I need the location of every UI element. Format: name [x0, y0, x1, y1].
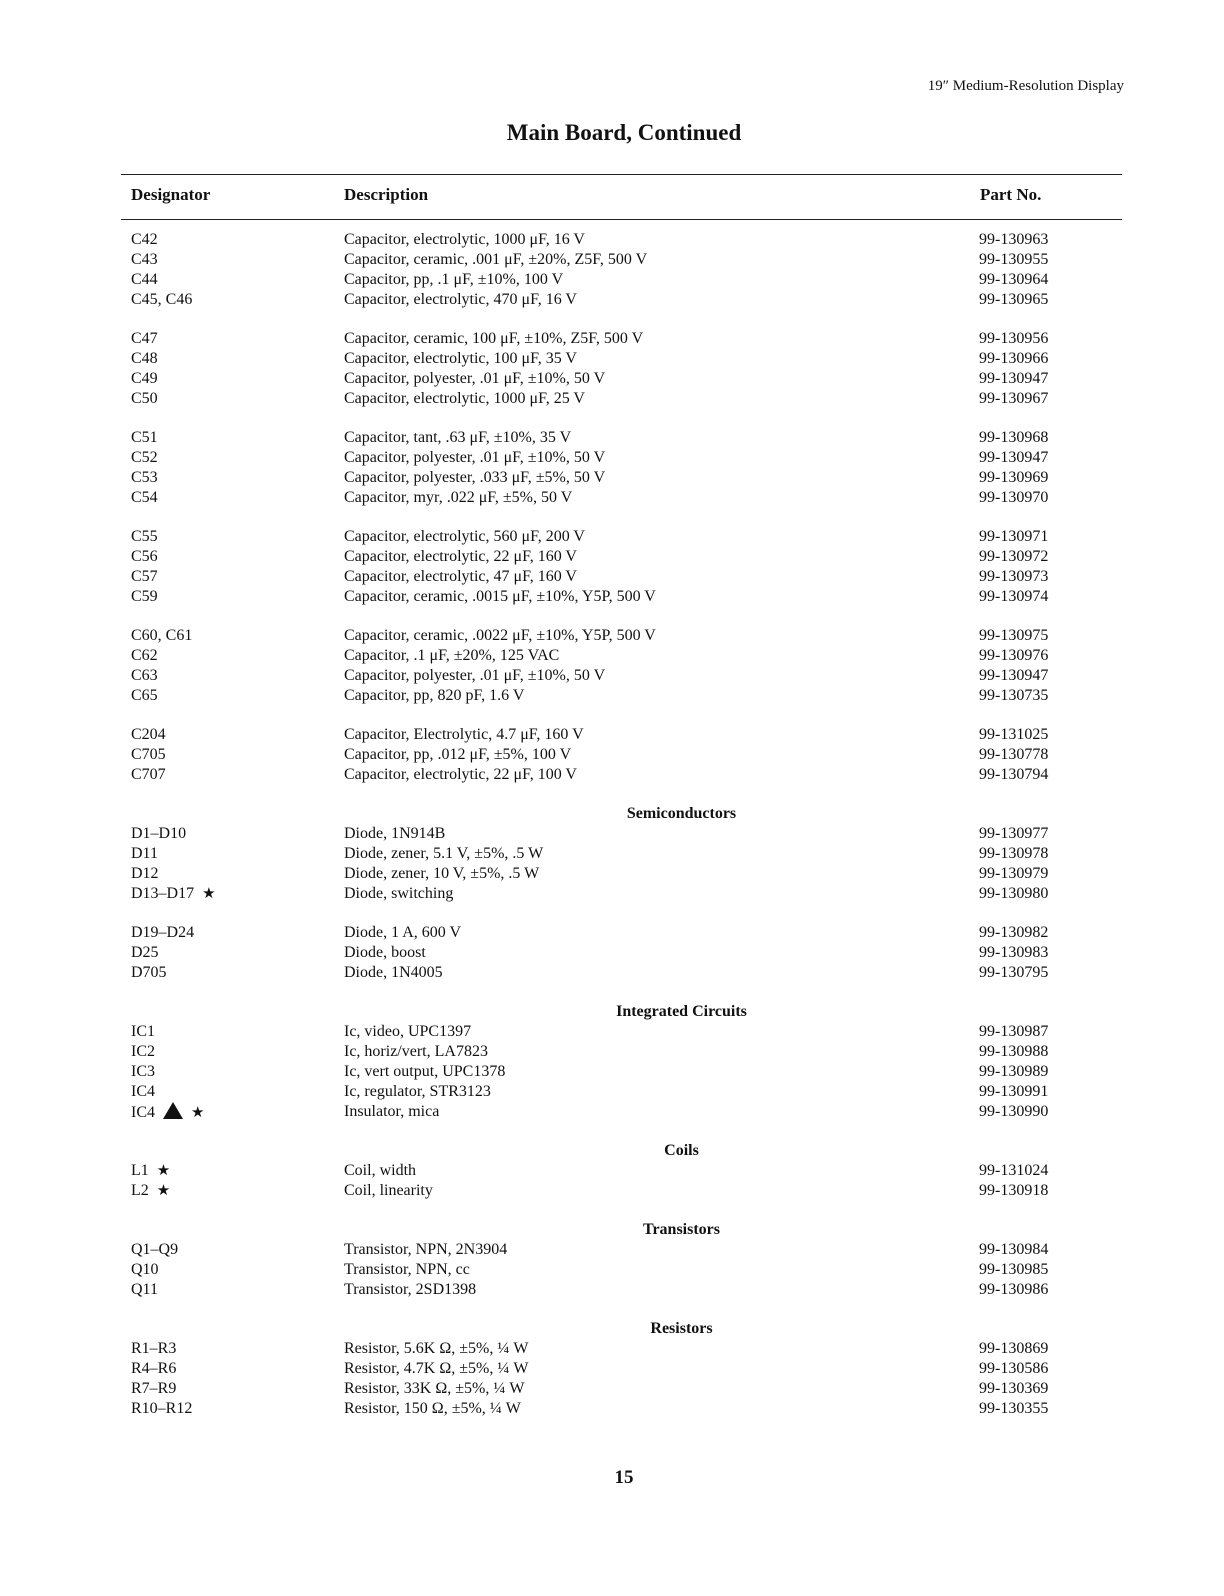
part-row [121, 1042, 1122, 1062]
designator-text: IC3 [131, 1063, 155, 1080]
designator-text: C705 [131, 746, 166, 763]
designator-text: C42 [131, 231, 158, 248]
designator-text: C707 [131, 766, 166, 783]
part-row [121, 230, 1122, 250]
parts-list [121, 230, 1122, 1419]
section-heading: Resistors [650, 1320, 713, 1337]
part-number-cell: 99-130778 [979, 746, 1049, 763]
part-row [121, 1260, 1122, 1280]
part-number-cell: 99-130735 [979, 687, 1049, 704]
designator-text: D705 [131, 964, 167, 981]
designator-text: C44 [131, 271, 158, 288]
designator-text: L1 [131, 1162, 149, 1179]
part-number-cell: 99-130990 [979, 1103, 1049, 1120]
part-number-cell: 99-130967 [979, 390, 1049, 407]
designator-text: D12 [131, 865, 159, 882]
part-number-cell: 99-130355 [979, 1400, 1049, 1417]
designator-text: R4–R6 [131, 1360, 177, 1377]
description-cell: Ic, regulator, STR3123 [344, 1083, 491, 1100]
part-row [121, 1359, 1122, 1379]
part-number-cell: 99-130794 [979, 766, 1049, 783]
designator-text: D13–D17 [131, 885, 195, 902]
part-number-cell: 99-130991 [979, 1083, 1049, 1100]
part-number-cell: 99-130969 [979, 469, 1049, 486]
designator-cell [121, 329, 344, 349]
designator-cell [121, 884, 344, 904]
description-cell: Capacitor, ceramic, .0022 μF, ±10%, Y5P, 500 V [344, 627, 656, 644]
part-row [121, 369, 1122, 389]
designator-cell [121, 1022, 344, 1042]
designator-cell [121, 1339, 344, 1359]
description-cell: Capacitor, polyester, .033 μF, ±5%, 50 V [344, 469, 606, 486]
designator-text: C59 [131, 588, 158, 605]
description-cell: Capacitor, pp, .1 μF, ±10%, 100 V [344, 271, 564, 288]
designator-text: IC1 [131, 1023, 155, 1040]
designator-cell [121, 349, 344, 369]
designator-cell [121, 547, 344, 567]
designator-cell [121, 389, 344, 409]
designator-text: IC4 [131, 1104, 155, 1121]
part-row [121, 349, 1122, 369]
designator-text: C43 [131, 251, 158, 268]
designator-cell [121, 1161, 344, 1181]
description-cell: Diode, 1N4005 [344, 964, 443, 981]
description-cell: Capacitor, tant, .63 μF, ±10%, 35 V [344, 429, 572, 446]
designator-text: C63 [131, 667, 158, 684]
designator-text: D1–D10 [131, 825, 187, 842]
part-number-cell: 99-130978 [979, 845, 1049, 862]
part-row [121, 923, 1122, 943]
description-cell: Capacitor, electrolytic, 47 μF, 160 V [344, 568, 577, 585]
part-number-cell: 99-130973 [979, 568, 1049, 585]
part-row [121, 884, 1122, 904]
star-icon: ★ [156, 1183, 171, 1199]
part-row [121, 745, 1122, 765]
description-cell: Capacitor, electrolytic, 1000 μF, 25 V [344, 390, 585, 407]
designator-text: C62 [131, 647, 158, 664]
part-row [121, 1102, 1122, 1122]
designator-text: C60, C61 [131, 627, 193, 644]
part-row [121, 844, 1122, 864]
part-row [121, 270, 1122, 290]
part-row [121, 587, 1122, 607]
description-cell: Capacitor, electrolytic, 1000 μF, 16 V [344, 231, 585, 248]
designator-cell [121, 725, 344, 745]
description-cell: Ic, horiz/vert, LA7823 [344, 1043, 488, 1060]
designator-text: R1–R3 [131, 1340, 177, 1357]
designator-text: D25 [131, 944, 159, 961]
description-cell: Insulator, mica [344, 1103, 440, 1120]
part-row [121, 1399, 1122, 1419]
description-cell: Ic, vert output, UPC1378 [344, 1063, 506, 1080]
group-spacer [121, 607, 1122, 626]
designator-cell [121, 567, 344, 587]
part-number-cell: 99-130985 [979, 1261, 1049, 1278]
part-row [121, 666, 1122, 686]
part-number-cell: 99-130988 [979, 1043, 1049, 1060]
description-cell: Resistor, 5.6K Ω, ±5%, ¼ W [344, 1340, 529, 1357]
designator-text: C204 [131, 726, 166, 743]
header-rule-top [121, 174, 1122, 175]
part-row [121, 646, 1122, 666]
part-row [121, 963, 1122, 983]
part-number-cell: 99-130979 [979, 865, 1049, 882]
description-cell: Diode, switching [344, 885, 454, 902]
description-cell: Transistor, 2SD1398 [344, 1281, 477, 1298]
description-cell: Resistor, 33K Ω, ±5%, ¼ W [344, 1380, 525, 1397]
designator-cell [121, 428, 344, 448]
part-row [121, 765, 1122, 785]
description-cell: Coil, linearity [344, 1182, 433, 1199]
star-icon: ★ [202, 886, 216, 902]
part-row [121, 686, 1122, 706]
part-row [121, 1339, 1122, 1359]
part-number-cell: 99-130586 [979, 1360, 1049, 1377]
column-header-part-no: Part No. [980, 185, 1042, 204]
designator-text: C47 [131, 330, 158, 347]
part-number-cell: 99-130983 [979, 944, 1049, 961]
designator-cell [121, 864, 344, 884]
description-cell: Capacitor, electrolytic, 100 μF, 35 V [344, 350, 577, 367]
description-cell: Diode, zener, 5.1 V, ±5%, .5 W [344, 845, 544, 862]
description-cell: Transistor, NPN, 2N3904 [344, 1241, 508, 1258]
column-header-description: Description [344, 185, 429, 204]
designator-cell [121, 1260, 344, 1280]
part-row [121, 1240, 1122, 1260]
part-row [121, 488, 1122, 508]
designator-text: Q1–Q9 [131, 1241, 179, 1258]
part-row [121, 468, 1122, 488]
group-spacer [121, 785, 1122, 804]
part-number-cell: 99-130986 [979, 1281, 1049, 1298]
page-title: Main Board, Continued [506, 120, 742, 145]
part-number-cell: 99-130977 [979, 825, 1049, 842]
column-header-designator: Designator [131, 185, 211, 204]
part-number-cell: 99-130918 [979, 1182, 1049, 1199]
description-cell: Capacitor, electrolytic, 560 μF, 200 V [344, 528, 585, 545]
designator-cell [121, 448, 344, 468]
part-number-cell: 99-131025 [979, 726, 1049, 743]
part-row [121, 547, 1122, 567]
part-row [121, 943, 1122, 963]
description-cell: Diode, 1 A, 600 V [344, 924, 462, 941]
part-number-cell: 99-130947 [979, 667, 1049, 684]
running-title: 19″ Medium-Resolution Display [927, 78, 1124, 94]
part-number-cell: 99-130968 [979, 429, 1049, 446]
description-cell: Capacitor, polyester, .01 μF, ±10%, 50 V [344, 449, 606, 466]
description-cell: Capacitor, electrolytic, 470 μF, 16 V [344, 291, 577, 308]
designator-text: C48 [131, 350, 158, 367]
part-number-cell: 99-130965 [979, 291, 1049, 308]
designator-text: R7–R9 [131, 1380, 177, 1397]
part-number-cell: 99-130976 [979, 647, 1049, 664]
part-number-cell: 99-130795 [979, 964, 1049, 981]
designator-cell [121, 923, 344, 943]
part-row [121, 329, 1122, 349]
designator-text: C57 [131, 568, 158, 585]
designator-text: C49 [131, 370, 158, 387]
designator-cell [121, 963, 344, 983]
part-number-cell: 99-130947 [979, 370, 1049, 387]
group-spacer [121, 310, 1122, 329]
description-cell: Capacitor, electrolytic, 22 μF, 100 V [344, 766, 577, 783]
part-row [121, 1161, 1122, 1181]
part-row [121, 1280, 1122, 1300]
description-cell: Capacitor, .1 μF, ±20%, 125 VAC [344, 647, 560, 664]
description-cell: Capacitor, polyester, .01 μF, ±10%, 50 V [344, 370, 606, 387]
part-row [121, 567, 1122, 587]
designator-cell [121, 844, 344, 864]
designator-cell [121, 230, 344, 250]
part-row [121, 290, 1122, 310]
description-cell: Diode, boost [344, 944, 426, 961]
part-row [121, 1181, 1122, 1201]
group-spacer [121, 1122, 1122, 1141]
designator-text: D19–D24 [131, 924, 195, 941]
part-row [121, 725, 1122, 745]
part-number-cell: 99-130970 [979, 489, 1049, 506]
designator-text: C53 [131, 469, 158, 486]
star-icon: ★ [156, 1163, 171, 1179]
part-row [121, 1082, 1122, 1102]
description-cell: Capacitor, electrolytic, 22 μF, 160 V [344, 548, 577, 565]
designator-cell [121, 765, 344, 785]
part-number-cell: 99-130987 [979, 1023, 1049, 1040]
designator-cell [121, 1379, 344, 1399]
part-number-cell: 99-130975 [979, 627, 1049, 644]
designator-text: C56 [131, 548, 158, 565]
designator-cell [121, 270, 344, 290]
designator-cell [121, 468, 344, 488]
designator-cell [121, 646, 344, 666]
description-cell: Ic, video, UPC1397 [344, 1023, 472, 1040]
group-spacer [121, 706, 1122, 725]
group-spacer [121, 1300, 1122, 1319]
group-spacer [121, 508, 1122, 527]
designator-cell [121, 1062, 344, 1082]
description-cell: Capacitor, pp, 820 pF, 1.6 V [344, 687, 525, 704]
part-row [121, 1379, 1122, 1399]
description-cell: Diode, 1N914B [344, 825, 446, 842]
designator-cell [121, 1359, 344, 1379]
description-cell: Resistor, 150 Ω, ±5%, ¼ W [344, 1400, 521, 1417]
designator-cell [121, 587, 344, 607]
description-cell: Capacitor, ceramic, .0015 μF, ±10%, Y5P, 500 V [344, 588, 656, 605]
warning-triangle-icon [163, 1102, 183, 1119]
header-rule-bottom [121, 219, 1122, 220]
designator-text: C65 [131, 687, 158, 704]
part-row [121, 389, 1122, 409]
description-cell: Capacitor, Electrolytic, 4.7 μF, 160 V [344, 726, 584, 743]
group-spacer [121, 904, 1122, 923]
part-number-cell: 99-130964 [979, 271, 1049, 288]
part-number-cell: 99-130956 [979, 330, 1049, 347]
designator-cell [121, 1102, 344, 1122]
part-number-cell: 99-130369 [979, 1380, 1049, 1397]
designator-cell [121, 666, 344, 686]
description-cell: Capacitor, ceramic, 100 μF, ±10%, Z5F, 500 V [344, 330, 644, 347]
designator-cell [121, 290, 344, 310]
designator-text: C54 [131, 489, 158, 506]
designator-cell [121, 626, 344, 646]
part-number-cell: 99-130982 [979, 924, 1049, 941]
designator-text: IC2 [131, 1043, 155, 1060]
description-cell: Coil, width [344, 1162, 417, 1179]
designator-text: C50 [131, 390, 158, 407]
part-number-cell: 99-130984 [979, 1241, 1049, 1258]
part-row [121, 428, 1122, 448]
designator-text: Q10 [131, 1261, 159, 1278]
designator-cell [121, 369, 344, 389]
part-row [121, 1022, 1122, 1042]
designator-cell [121, 1280, 344, 1300]
designator-cell [121, 1181, 344, 1201]
designator-text: IC4 [131, 1083, 155, 1100]
part-number-cell: 99-130955 [979, 251, 1049, 268]
designator-text: L2 [131, 1182, 149, 1199]
part-number-cell: 99-130989 [979, 1063, 1049, 1080]
group-spacer [121, 983, 1122, 1002]
group-spacer [121, 1201, 1122, 1220]
part-number-cell: 99-130974 [979, 588, 1049, 605]
designator-text: D11 [131, 845, 158, 862]
designator-cell [121, 1042, 344, 1062]
part-number-cell: 99-130963 [979, 231, 1049, 248]
designator-text: R10–R12 [131, 1400, 193, 1417]
description-cell: Capacitor, polyester, .01 μF, ±10%, 50 V [344, 667, 606, 684]
designator-cell [121, 1399, 344, 1419]
part-number-cell: 99-130971 [979, 528, 1049, 545]
section-heading: Coils [664, 1142, 699, 1159]
designator-cell [121, 527, 344, 547]
part-number-cell: 99-130966 [979, 350, 1049, 367]
part-row [121, 250, 1122, 270]
section-heading: Transistors [642, 1221, 721, 1238]
star-icon: ★ [191, 1105, 205, 1121]
designator-text: C55 [131, 528, 158, 545]
part-number-cell: 99-131024 [979, 1162, 1049, 1179]
part-row [121, 1062, 1122, 1082]
description-cell: Transistor, NPN, cc [344, 1261, 470, 1278]
designator-cell [121, 824, 344, 844]
designator-text: C52 [131, 449, 158, 466]
part-row [121, 527, 1122, 547]
designator-cell [121, 745, 344, 765]
designator-text: C51 [131, 429, 158, 446]
description-cell: Resistor, 4.7K Ω, ±5%, ¼ W [344, 1360, 529, 1377]
part-row [121, 448, 1122, 468]
description-cell: Capacitor, myr, .022 μF, ±5%, 50 V [344, 489, 573, 506]
page-number: 15 [614, 1467, 634, 1488]
designator-cell [121, 943, 344, 963]
part-number-cell: 99-130980 [979, 885, 1049, 902]
designator-cell [121, 1082, 344, 1102]
designator-text: C45, C46 [131, 291, 193, 308]
part-row [121, 824, 1122, 844]
description-cell: Diode, zener, 10 V, ±5%, .5 W [344, 865, 540, 882]
designator-cell [121, 250, 344, 270]
part-number-cell: 99-130947 [979, 449, 1049, 466]
part-number-cell: 99-130869 [979, 1340, 1049, 1357]
section-heading: Integrated Circuits [616, 1003, 747, 1020]
designator-text: Q11 [131, 1281, 158, 1298]
description-cell: Capacitor, ceramic, .001 μF, ±20%, Z5F, 500 V [344, 251, 648, 268]
part-number-cell: 99-130972 [979, 548, 1049, 565]
part-row [121, 864, 1122, 884]
group-spacer [121, 409, 1122, 428]
designator-cell [121, 1240, 344, 1260]
part-row [121, 626, 1122, 646]
designator-cell [121, 686, 344, 706]
description-cell: Capacitor, pp, .012 μF, ±5%, 100 V [344, 746, 572, 763]
designator-cell [121, 488, 344, 508]
section-heading: Semiconductors [626, 805, 737, 822]
